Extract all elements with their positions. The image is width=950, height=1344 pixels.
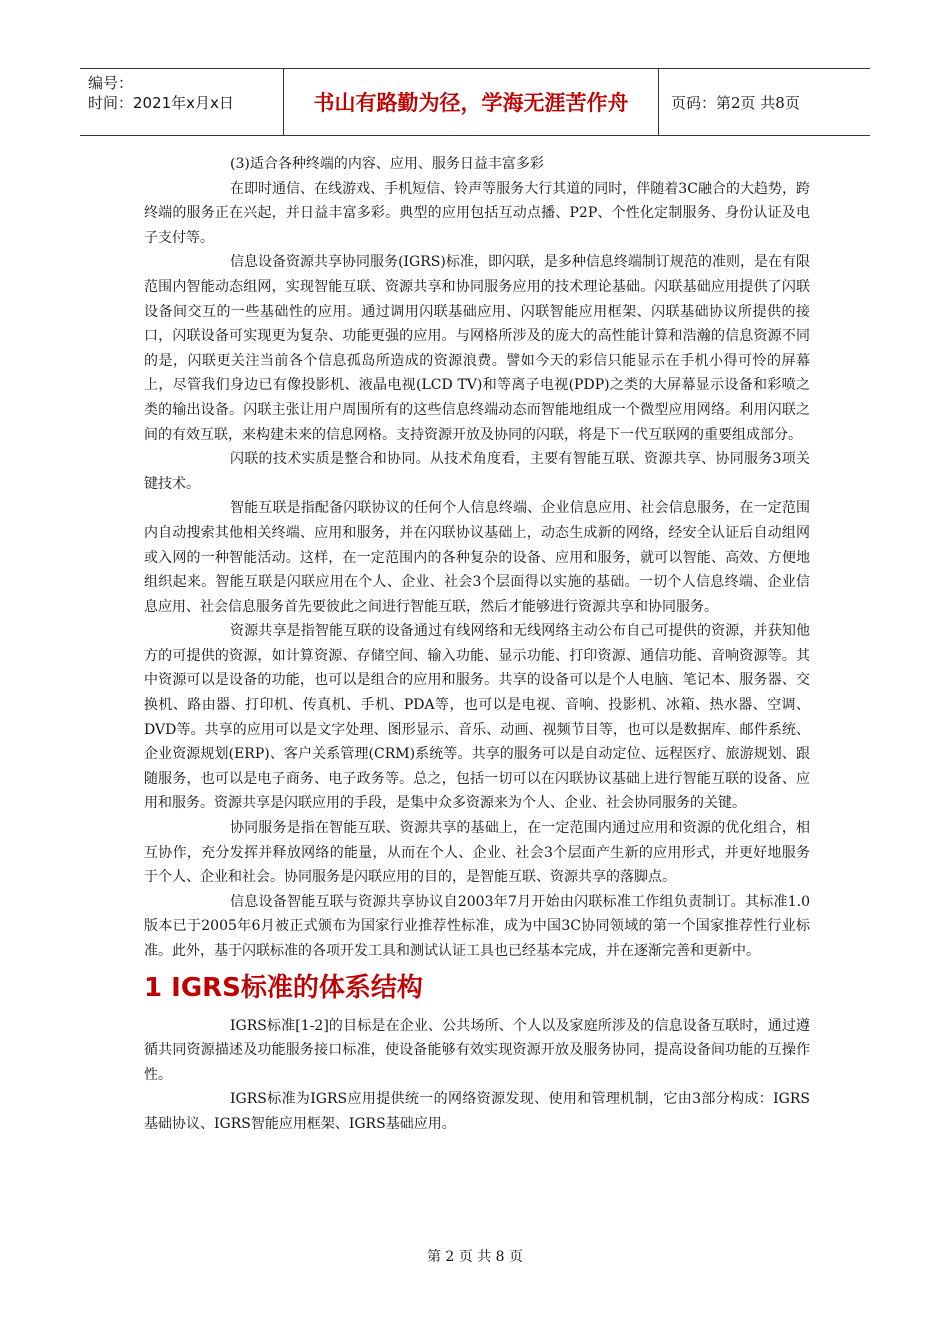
paragraph: 信息设备智能互联与资源共享协议自2003年7月开始由闪联标准工作组负责制订。其标准1.0版本已于2005年6月被正式颁布为国家行业推荐性标准，成为中国3C协同领域的第一个国家推荐性行业标准。此外，基于闪联标准的各项开发工具和测试认证工具也已经基本完成，并在逐渐完善和更新中。 [144, 893, 810, 959]
paragraph: 闪联的技术实质是整合和协同。从技术角度看，主要有智能互联、资源共享、协同服务3项关键技术。 [144, 451, 810, 492]
paragraph: (3)适合各种终端的内容、应用、服务日益丰富多彩 [230, 156, 544, 172]
paragraph: 协同服务是指在智能互联、资源共享的基础上，在一定范围内通过应用和资源的优化组合，相互协作，充分发挥并释放网络的能量，从而在个人、企业、社会3个层面产生新的应用形式，并更好地服务于个人、企业和社会。协同服务是闪联应用的目的，是智能互联、资源共享的落脚点。 [144, 820, 810, 886]
paragraph: 智能互联是指配备闪联协议的任何个人信息终端、企业信息应用、社会信息服务，在一定范围内自动搜索其他相关终端、应用和服务，并在闪联协议基础上，动态生成新的网络，经安全认证后自动组网或入网的一种智能活动。这样，在一定范围内的各种复杂的设备、应用和服务，就可以智能、高效、方便地组织起来。智能互联是闪联应用在个人、企业、社会3个层面得以实施的基础。一切个人信息终端、企业信息应用、社会信息服务首先要彼此之间进行智能互联，然后才能够进行资源共享和协同服务。 [144, 500, 810, 615]
section-heading: 1 IGRS标准的体系结构 [144, 972, 423, 1003]
page-footer: 第 2 页 共 8 页 [426, 1249, 524, 1265]
document-code-label: 编号： [88, 74, 134, 92]
document-body [144, 152, 810, 1137]
paragraph: 资源共享是指智能互联的设备通过有线网络和无线网络主动公布自己可提供的资源，并获知他方的可提供的资源，如计算资源、存储空间、输入功能、显示功能、打印资源、通信功能、音响资源等。其中资源可以是设备的功能，也可以是组合的应用和服务。共享的设备可以是个人电脑、笔记本、服务器、交换机、路由器、打印机、传真机、手机、PDA等，也可以是电视、音响、投影机、冰箱、热水器、空调、DVD等。共享的应用可以是文字处理、图形显示、音乐、动画、视频节目等，也可以是数据库、邮件系统、企业资源规划(ERP)、客户关系管理(CRM)系统等。共享的服务可以是自动定位、远程医疗、旅游规划、跟随服务，也可以是电子商务、电子政务等。总之，包括一切可以在闪联协议基础上进行智能互联的设备、应用和服务。资源共享是闪联应用的手段，是集中众多资源来为个人、企业、社会协同服务的关键。 [144, 623, 810, 812]
paragraph: IGRS标准为IGRS应用提供统一的网络资源发现、使用和管理机制，它由3部分构成：IGRS基础协议、IGRS智能应用框架、IGRS基础应用。 [144, 1091, 810, 1132]
paragraph: 在即时通信、在线游戏、手机短信、铃声等服务大行其道的同时，伴随着3C融合的大趋势，跨终端的服务正在兴起，并日益丰富多彩。典型的应用包括互动点播、P2P、个性化定制服务、身份认证及电子支付等。 [144, 180, 810, 246]
header-meta [80, 69, 284, 135]
document-time-label: 时间：2021年x月x日 [88, 94, 234, 112]
page-header [80, 68, 870, 136]
paragraph: 信息设备资源共享协同服务(IGRS)标准，即闪联，是多种信息终端制订规范的准则，是在有限范围内智能动态组网，实现智能互联、资源共享和协同服务应用的技术理论基础。闪联基础应用提供了闪联设备间交互的一些基础性的应用。通过调用闪联基础应用、闪联智能应用框架、闪联基础协议所提供的接口，闪联设备可实现更为复杂、功能更强的应用。与网格所涉及的庞大的高性能计算和浩瀚的信息资源不同的是，闪联更关注当前各个信息孤岛所造成的资源浪费。譬如今天的彩信只能显示在手机小得可怜的屏幕上，尽管我们身边已有像投影机、液晶电视(LCD TV)和等离子电视(PDP)之类的大屏幕显示设备和彩喷之类的输出设备。闪联主张让用户周围所有的这些信息终端动态而智能地组成一个微型应用网络。利用闪联之间的有效互联，来构建未来的信息网格。支持资源开放及协同的闪联，将是下一代互联网的重要组成部分。 [144, 254, 810, 443]
header-page-info: 页码：第2页 共8页 [671, 93, 800, 112]
paragraph: IGRS标准[1-2]的目标是在企业、公共场所、个人以及家庭所涉及的信息设备互联时，通过遵循共同资源描述及功能服务接口标准，使设备能够有效实现资源开放及服务协同，提高设备间功能的互操作性。 [144, 1017, 810, 1083]
header-motto: 书山有路勤为径，学海无涯苦作舟 [284, 69, 659, 135]
